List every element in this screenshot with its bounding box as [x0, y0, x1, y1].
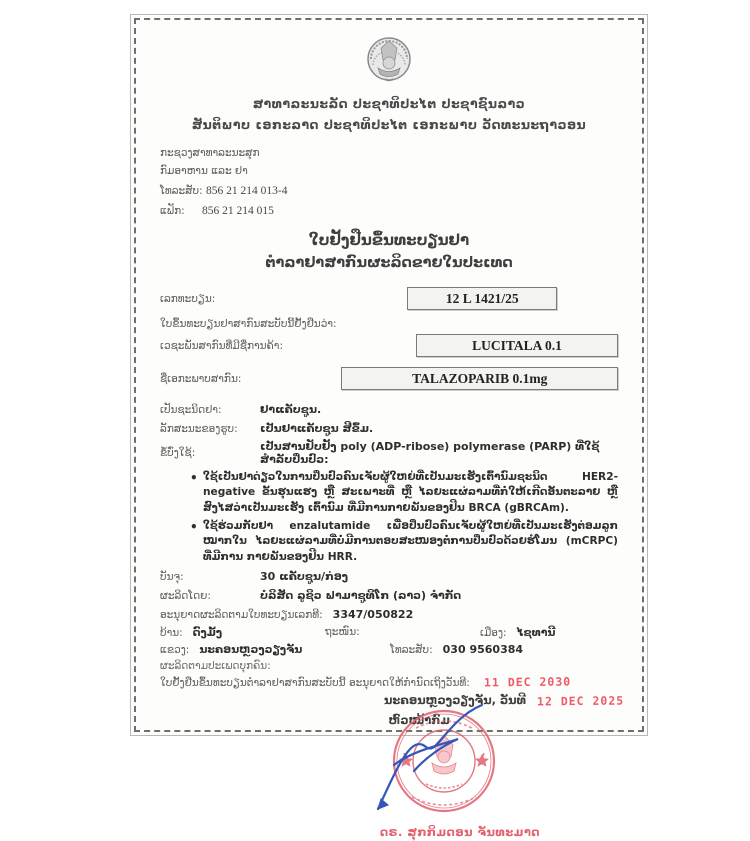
- country-name: ສາທາລະນະລັດ ປະຊາທິປະໄຕ ປະຊາຊົນລາວ: [252, 96, 526, 111]
- village-value: ດົງມັ້ງ: [192, 626, 223, 640]
- village-label: ບ້ານ:: [160, 627, 183, 640]
- certificate-body: [134, 18, 644, 840]
- ministry-name: ກະຊວງສາທາລະນະສຸກ: [160, 147, 260, 159]
- fax-number: 856 21 214 015: [202, 204, 274, 217]
- indication-label: ຂໍ້ບົ່ງໃຊ້:: [160, 447, 196, 459]
- signature-ink: [360, 701, 510, 821]
- indication-item: • ໃຊ້ຮ່ວມກັບຢາ enzalutamide ເພື່ອປິ່ນປົວຄົນເຈັບຜູ້ໃຫຍ່ທີ່ເປັນມະເຮັງຕ່ອມລູກໝາກໃນ ໄລຍະແຜ່ລາມທີ່ບໍ່ມີການຕອບສະໜອງຕໍ່ການປິ່ນປົວດ້ວຍຮໍໂມນ (mCRPC) ທີ່ມີການ ກາຍພັນຂອງຢີນ HRR.: [190, 519, 618, 565]
- factory-phone-value: 030 9560384: [442, 643, 524, 657]
- national-motto: ສັນຕິພາບ ເອກະລາດ ປະຊາທິປະໄຕ ເອກະພາບ ວັດທະນະຖາວອນ: [191, 117, 587, 132]
- inn-label: ຊື່ເອກະພາບສາກົນ:: [160, 372, 242, 385]
- indication-list: [190, 470, 618, 565]
- trade-name-label: ເວຊະພັນສາກົນທີ່ມີຊື່ການຄ້າ:: [160, 339, 283, 352]
- province-value: ນະຄອນຫຼວງວຽງຈັນ: [199, 643, 303, 657]
- contract-line: ຜະລິດຕາມປະເພດບຸກຄົນ:: [160, 660, 271, 673]
- signer-name: ດຣ. ສຸກກິມດອນ ຈັນທະມາດ: [380, 825, 540, 840]
- dosage-form-value: ຢາແຄັບຊູນ.: [260, 403, 322, 416]
- certifies-statement: ໃບຂຶ້ນທະບຽນຢາສາກົນສະບັບນີ້ຢັ້ງຢືນວ່າ:: [160, 317, 337, 330]
- appearance-value: ເປັນຢາແຄັບຊູນ ສີຂົ້ມ.: [260, 422, 374, 435]
- certificate-subtitle: ຕຳລາຢາສາກົນຜະລິດຂາຍໃນປະເທດ: [265, 255, 513, 271]
- place-and-date-line: ນະຄອນຫຼວງວຽງຈັນ, ວັນທີ: [383, 693, 526, 708]
- ministry-phone: [160, 181, 618, 201]
- lao-national-emblem: [160, 34, 618, 92]
- indication-item: • ໃຊ້ເປັນຢາດ່ຽວໃນການປິ່ນປົວຄົນເຈັບຜູ້ໃຫຍ່ທີ່ເປັນມະເຮັງເຕົ້ານົມຊະນິດ HER2-negative ຂັ້ນຮຸນແຮງ ຫຼື ສະເພາະທີ່ ຫຼື ໄລຍະແຜ່ລາມທີ່ກໍ່ໃຫ້ເກີດອັນຕະລາຍ ຫຼື ສົງໄສວ່າເປັນມະເຮັງ ເຕົ້ານົມ ທີ່ມີການກາຍພັນຂອງຢີນ BRCA (gBRCAm).: [190, 470, 618, 516]
- trade-name-value: LUCITALA 0.1: [416, 334, 618, 357]
- phone-number: 856 21 214 013-4: [206, 184, 288, 197]
- district-value: ໄຊທານີ: [516, 626, 556, 640]
- expiry-date-stamp: 11 DEC 2030: [483, 674, 572, 690]
- indication-intro: ເປັນສານຢັບຢັ້ງ poly (ADP-ribose) polymerase (PARP) ທີ່ໃຊ້ສຳລັບປິ່ນປົວ:: [260, 440, 600, 466]
- manufacturer-value: ບໍລິສັດ ລູຊິວ ຟາມາຊູທິໂກ (ລາວ) ຈຳກັດ: [260, 589, 462, 603]
- signer-title: ຫົວໜ້າກົມ: [388, 713, 450, 728]
- phone-label: ໂທລະສັບ:: [160, 184, 203, 197]
- dosage-form-label: ເປັນຊະນິດຢາ:: [160, 403, 222, 416]
- permit-number-label: ອະນຸຍາດຜະລິດຕາມໃບທະບຽນເລກທີ:: [160, 608, 323, 621]
- province-label: ແຂວງ:: [160, 644, 190, 657]
- pack-size-value: 30 ແຄັບຊູນ/ກ່ອງ: [260, 570, 348, 584]
- issue-date-stamp: 12 DEC 2025: [536, 693, 625, 709]
- registration-number-value: 12 L 1421/25: [407, 287, 557, 310]
- fax-label: ແຟັກ:: [160, 204, 185, 217]
- validity-statement: ໃບຢັ້ງຢືນຂຶ້ນທະບຽນຕຳລາຢາສາກົນສະບັບນີ້ ອະນຸຍາດໃຫ້ກຳນົດເຖິງວັນທີ:: [160, 677, 470, 690]
- inn-value: TALAZOPARIB 0.1mg: [341, 367, 618, 390]
- appearance-label: ລັກສະນະຂອງຮູບ:: [160, 422, 238, 435]
- district-label: ເມືອງ:: [480, 627, 507, 640]
- factory-phone-label: ໂທລະສັບ:: [390, 644, 433, 657]
- ministry-fax: [160, 201, 618, 221]
- certificate-title: ໃບຢັ້ງຢືນຂຶ້ນທະບຽນຢາ: [308, 231, 470, 249]
- permit-number-value: 3347/050822: [332, 608, 414, 622]
- certificate-border: [130, 14, 648, 840]
- manufacturer-label: ຜະລິດໂດຍ:: [160, 589, 211, 602]
- registration-number-label: ເລກທະບຽນ:: [160, 292, 216, 305]
- pack-size-label: ບັນຈຸ:: [160, 570, 184, 583]
- department-name: ກົມອາຫານ ແລະ ຢາ: [160, 165, 248, 178]
- street-label: ຖະໜົນ:: [325, 626, 360, 639]
